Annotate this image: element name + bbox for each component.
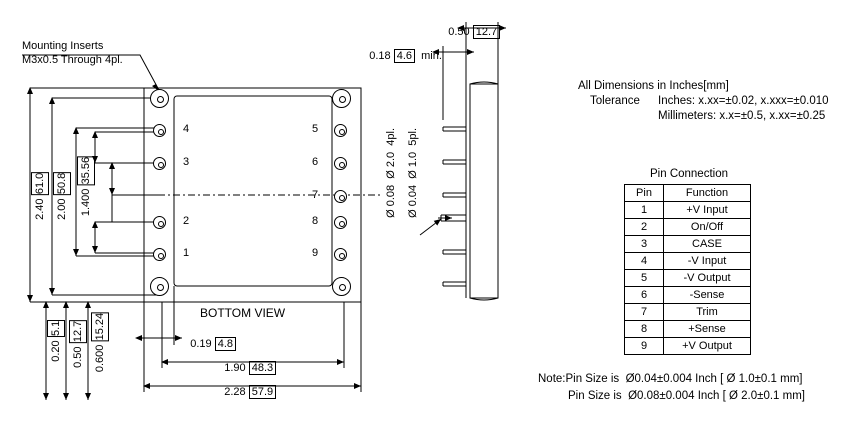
- cell-pin: 3: [625, 236, 664, 253]
- cell-pin: 6: [625, 287, 664, 304]
- note-line-1: Note:Pin Size is Ø0.04±0.004 Inch [ Ø 1.0±0.1 mm]: [538, 373, 803, 385]
- table-row: [625, 253, 751, 270]
- dim-inch: 0.20: [50, 340, 62, 362]
- header-pin: Pin: [625, 185, 664, 202]
- pin-pad-1: [153, 248, 166, 261]
- table-row: [625, 304, 751, 321]
- cell-function: On/Off: [664, 219, 751, 236]
- table-row: [625, 321, 751, 338]
- dim-sep: [56, 195, 68, 198]
- dim-mm: 4.6: [394, 49, 415, 63]
- pin-label-2: 2: [183, 215, 190, 227]
- mounting-inserts-label-line2: M3x0.5 Through 4pl.: [22, 54, 123, 66]
- pin-pad-8: [334, 216, 347, 229]
- cell-function: +Sense: [664, 321, 751, 338]
- pin-label-6: 6: [312, 156, 319, 168]
- dim-2.28-57.9: [212, 374, 276, 410]
- dim-mm: 5.1: [47, 320, 65, 337]
- cell-function: Trim: [664, 304, 751, 321]
- dim-1.400-35.56: [68, 156, 104, 228]
- pin-pad-2: [153, 216, 166, 229]
- pin-pad-6: [334, 157, 347, 170]
- table-row: [625, 338, 751, 355]
- pin-label-7: 7: [312, 189, 319, 201]
- pin-connection-title: Pin Connection: [650, 168, 728, 180]
- dim-inch: 0.50: [72, 346, 84, 368]
- dim-mm: 4.8: [215, 337, 236, 351]
- dim-inch: 2.28: [224, 386, 246, 398]
- table-row: [625, 270, 751, 287]
- cell-pin: 4: [625, 253, 664, 270]
- header-function: Function: [664, 185, 751, 202]
- tolerance-label: Tolerance: [590, 95, 640, 107]
- table-row: [625, 219, 751, 236]
- mounting-insert-bottom-left: [150, 277, 169, 296]
- pin-label-4: 4: [183, 123, 190, 135]
- dim-inch: 1.90: [224, 362, 246, 374]
- dim-mm: 57.9: [249, 385, 276, 399]
- dim-mm: 35.56: [77, 156, 95, 186]
- dim-inch: 2.40: [34, 198, 46, 220]
- bottom-view-label: BOTTOM VIEW: [200, 306, 286, 320]
- cell-function: -Sense: [664, 287, 751, 304]
- mounting-insert-bottom-right: [332, 277, 351, 296]
- dim-side-0.18-4.6-min: [357, 38, 442, 74]
- pin-pad-4: [153, 124, 166, 137]
- dim-pin-dia-0.08-2.0: Ø 0.08 Ø 2.0 4pl.: [385, 128, 397, 218]
- pin-label-1: 1: [183, 247, 190, 259]
- dim-0.600-15.24: [82, 312, 118, 384]
- pin-pad-3: [153, 157, 166, 170]
- cell-function: -V Input: [664, 253, 751, 270]
- pin-label-9: 9: [312, 247, 319, 259]
- cell-function: -V Output: [664, 270, 751, 287]
- dim-suffix: min.: [421, 50, 442, 62]
- dim-inch: 0.18: [369, 50, 391, 62]
- note-line-2: Pin Size is Ø0.08±0.004 Inch [ Ø 2.0±0.1 mm]: [568, 390, 805, 402]
- table-row: [625, 287, 751, 304]
- tolerance-inches: Inches: x.xx=±0.02, x.xxx=±0.010: [658, 95, 829, 107]
- table-row: [625, 202, 751, 219]
- dim-inch: 2.00: [56, 198, 68, 220]
- cell-pin: 7: [625, 304, 664, 321]
- dim-inch: 0.600: [94, 344, 106, 373]
- pin-pad-5: [334, 124, 347, 137]
- tolerance-millimeters: Millimeters: x.x=±0.5, x.xx=±0.25: [658, 110, 826, 122]
- cell-function: CASE: [664, 236, 751, 253]
- dim-pin-dia-0.04-1.0: Ø 0.04 Ø 1.0 5pl.: [407, 128, 419, 218]
- cell-function: +V Output: [664, 338, 751, 355]
- dim-sep: [94, 342, 106, 345]
- pin-label-5: 5: [312, 123, 319, 135]
- dim-mm: 12.7: [473, 25, 500, 39]
- pin-pad-9: [334, 248, 347, 261]
- mounting-inserts-label-line1: Mounting Inserts: [22, 40, 104, 52]
- mounting-insert-top-right: [332, 89, 351, 108]
- cell-function: +V Input: [664, 202, 751, 219]
- table-row: [625, 236, 751, 253]
- pin-label-8: 8: [312, 215, 319, 227]
- dim-mm: 15.24: [91, 312, 109, 342]
- cell-pin: 1: [625, 202, 664, 219]
- dim-inch: 0.50: [448, 26, 470, 38]
- dim-side-0.50-12.7: [436, 14, 500, 50]
- dim-mm: 61.0: [31, 172, 49, 195]
- table-header-row: [625, 185, 751, 202]
- pin-label-3: 3: [183, 156, 190, 168]
- dim-sep: [80, 186, 92, 189]
- dim-mm: 50.8: [53, 172, 71, 195]
- cell-pin: 5: [625, 270, 664, 287]
- dim-mm: 12.7: [69, 320, 87, 343]
- dim-mm: 48.3: [249, 361, 276, 375]
- cell-pin: 2: [625, 219, 664, 236]
- mounting-insert-top-left: [150, 89, 169, 108]
- dim-inch: 0.19: [190, 338, 212, 350]
- cell-pin: 8: [625, 321, 664, 338]
- pin-connection-table: [624, 184, 751, 355]
- cell-pin: 9: [625, 338, 664, 355]
- pin-pad-7: [334, 190, 347, 203]
- tolerance-title: All Dimensions in Inches[mm]: [578, 80, 729, 92]
- dim-inch: 1.400: [80, 188, 92, 217]
